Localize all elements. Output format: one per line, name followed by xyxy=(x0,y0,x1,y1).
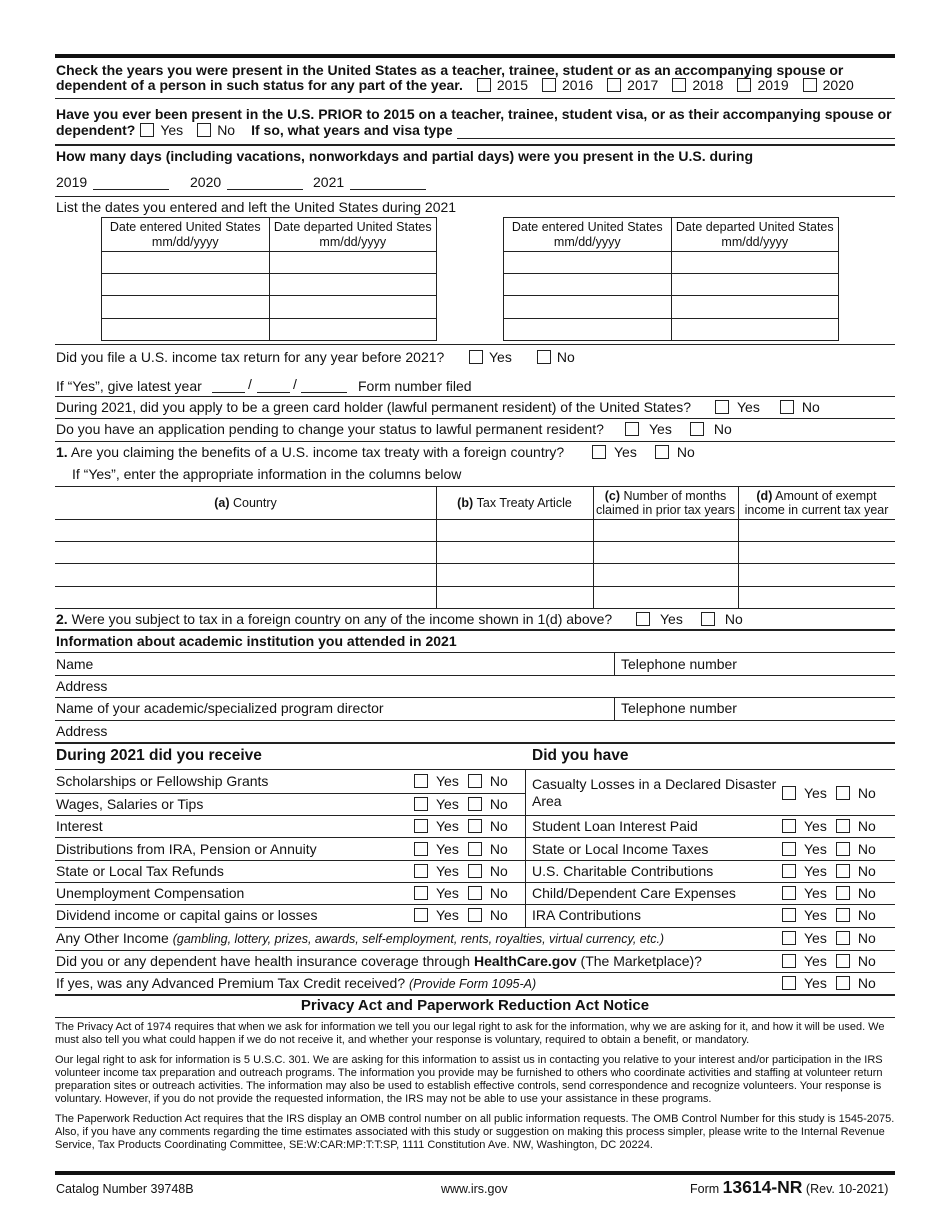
treaty-instruction: If “Yes”, enter the appropriate information in the columns below xyxy=(72,466,462,482)
divider xyxy=(55,972,895,973)
irs-website: www.irs.gov xyxy=(441,1182,508,1196)
treaty-row-line xyxy=(55,608,895,609)
date-entered-label: Date entered United States xyxy=(511,219,663,234)
aptc-label: If yes, was any Advanced Premium Tax Credit received? xyxy=(56,975,406,991)
treaty-col-line xyxy=(436,486,437,608)
health-options xyxy=(782,953,876,969)
no-label: No xyxy=(489,907,508,923)
charitable-yes-checkbox[interactable] xyxy=(782,864,796,878)
year-2019-checkbox[interactable] xyxy=(737,78,751,92)
receive-item-refunds: State or Local Tax Refunds xyxy=(56,863,224,879)
prior-no-label: No xyxy=(217,122,236,138)
filed-options xyxy=(469,349,575,365)
health-no-checkbox[interactable] xyxy=(836,954,850,968)
aptc-question xyxy=(56,975,536,993)
privacy-paragraph-2: Our legal right to ask for information is 5 U.S.C. 301. We are asking for this information to assist us in contacting you relative to your interest and/or participation in the IRS volunteer income tax preparation and outreach programs. The information you provide may be furnished to others who coordinate activities and staffing at volunteer return preparation sites or outreach activities. The information may also be used to establish effective controls, send correspondence and recognize volunteers. Your response is voluntary. However, if you do not provide the requested information, the IRS may not be able to use your assistance in these programs. xyxy=(55,1054,883,1105)
healthcare-gov-link: HealthCare.gov xyxy=(473,953,577,969)
field-separator xyxy=(614,652,615,675)
institution-telephone-label[interactable]: Telephone number xyxy=(621,656,737,672)
director-address-label[interactable]: Address xyxy=(56,723,108,739)
scholarships-yes-checkbox[interactable] xyxy=(414,774,428,788)
latest-year-month-field[interactable] xyxy=(212,392,245,393)
yes-label: Yes xyxy=(804,841,827,857)
filed-no-label: No xyxy=(556,349,575,365)
yes-label: Yes xyxy=(804,907,827,923)
treaty-yes-checkbox[interactable] xyxy=(592,445,606,459)
form-word: Form xyxy=(690,1182,720,1196)
top-rule xyxy=(55,54,895,58)
have-item-student-loan: Student Loan Interest Paid xyxy=(532,818,698,834)
days-2021-field[interactable] xyxy=(350,189,426,190)
col-c-label-2: claimed in prior tax years xyxy=(596,503,735,517)
privacy-heading: Privacy Act and Paperwork Reduction Act Notice xyxy=(300,997,650,1014)
divider xyxy=(55,629,895,631)
have-options xyxy=(782,907,876,923)
divider xyxy=(55,344,895,345)
have-options xyxy=(782,841,876,857)
health-yes-checkbox[interactable] xyxy=(782,954,796,968)
yes-label: Yes xyxy=(804,930,827,946)
days-2019-label: 2019 xyxy=(56,174,88,190)
prior-followup: If so, what years and visa type xyxy=(251,122,453,138)
other-income-row xyxy=(56,930,664,948)
divider xyxy=(55,396,895,397)
years-present-question-2: dependent of a person in such status for any part of the year. xyxy=(56,77,463,93)
no-label: No xyxy=(489,796,508,812)
income-taxes-yes-checkbox[interactable] xyxy=(782,842,796,856)
have-options xyxy=(782,863,876,879)
date-format: mm/dd/yyyy xyxy=(721,234,789,249)
no-label: No xyxy=(489,773,508,789)
divider xyxy=(55,742,895,744)
have-item-casualty: Casualty Losses in a Declared Disaster xyxy=(532,776,777,792)
yes-label: Yes xyxy=(436,773,459,789)
pending-no-label: No xyxy=(713,421,732,437)
no-label: No xyxy=(489,885,508,901)
days-2020-label: 2020 xyxy=(190,174,222,190)
date-entered-cell[interactable] xyxy=(102,252,270,274)
treaty-row-line xyxy=(55,586,895,587)
receive-options xyxy=(414,863,508,879)
date-entered-cell[interactable] xyxy=(504,274,672,296)
health-question xyxy=(56,953,702,970)
visa-type-field[interactable] xyxy=(457,138,895,139)
year-2020-label: 2020 xyxy=(822,77,854,93)
no-label: No xyxy=(489,863,508,879)
date-departed-cell[interactable] xyxy=(269,252,437,274)
unemployment-yes-checkbox[interactable] xyxy=(414,886,428,900)
year-2017-label: 2017 xyxy=(627,77,659,93)
latest-year-year-field[interactable] xyxy=(301,392,347,393)
have-item-ira: IRA Contributions xyxy=(532,907,641,923)
year-2016-label: 2016 xyxy=(562,77,594,93)
date-entered-cell[interactable] xyxy=(504,319,672,341)
receive-heading: During 2021 did you receive xyxy=(56,747,262,764)
other-income-note: (gambling, lottery, prizes, awards, self-employment, rents, royalties, virtual currency, etc.) xyxy=(172,932,665,946)
form-number: 13614-NR xyxy=(722,1177,803,1197)
filed-yes-checkbox[interactable] xyxy=(469,350,483,364)
date-departed-label: Date departed United States xyxy=(273,219,432,234)
date-format: mm/dd/yyyy xyxy=(151,234,219,249)
divider xyxy=(55,144,895,146)
year-2016-checkbox[interactable] xyxy=(542,78,556,92)
treaty-options xyxy=(592,444,695,460)
no-label: No xyxy=(857,841,876,857)
col-a-header xyxy=(55,487,436,519)
col-d-label-1: Amount of exempt xyxy=(775,489,877,503)
ira-no-checkbox[interactable] xyxy=(836,908,850,922)
col-a-label: Country xyxy=(232,496,277,510)
have-item-income-taxes: State or Local Income Taxes xyxy=(532,841,709,857)
casualty-no-checkbox[interactable] xyxy=(836,786,850,800)
yes-label: Yes xyxy=(436,818,459,834)
pending-yes-checkbox[interactable] xyxy=(625,422,639,436)
filed-no-checkbox[interactable] xyxy=(537,350,551,364)
divider xyxy=(55,697,895,698)
receive-item-interest: Interest xyxy=(56,818,103,834)
treaty-number: 1. xyxy=(56,444,68,460)
ira-yes-checkbox[interactable] xyxy=(782,908,796,922)
other-income-label: Any Other Income xyxy=(56,930,169,946)
date-separator: / xyxy=(248,376,252,392)
yes-label: Yes xyxy=(436,841,459,857)
treaty-question: Are you claiming the benefits of a U.S. income tax treaty with a foreign country? xyxy=(70,444,565,460)
divider xyxy=(55,1017,895,1018)
date-departed-cell[interactable] xyxy=(269,274,437,296)
yes-label: Yes xyxy=(436,796,459,812)
no-label: No xyxy=(857,785,876,801)
foreign-tax-yes-checkbox[interactable] xyxy=(636,612,650,626)
foreign-tax-number: 2. xyxy=(56,611,68,627)
distributions-no-checkbox[interactable] xyxy=(468,842,482,856)
green-card-no-checkbox[interactable] xyxy=(780,400,794,414)
treaty-yes-label: Yes xyxy=(614,444,637,460)
receive-options xyxy=(414,818,508,834)
treaty-row-line xyxy=(55,563,895,564)
receive-options xyxy=(414,907,508,923)
prior-question: Have you ever been present in the U.S. PRIOR to 2015 on a teacher, trainee, student visa, or as their accompanying spouse or xyxy=(56,106,892,122)
col-d-letter: (d) xyxy=(756,489,773,503)
other-income-options xyxy=(782,930,876,946)
divider xyxy=(55,994,895,996)
days-2020-field[interactable] xyxy=(227,189,303,190)
other-income-no-checkbox[interactable] xyxy=(836,931,850,945)
date-departed-cell[interactable] xyxy=(269,319,437,341)
receive-options xyxy=(414,773,508,789)
receive-options xyxy=(414,841,508,857)
col-b-header xyxy=(436,487,593,519)
prior-row xyxy=(56,122,453,138)
divider xyxy=(55,196,895,197)
col-b-letter: (b) xyxy=(457,496,474,510)
treaty-no-label: No xyxy=(676,444,695,460)
foreign-tax-yes-label: Yes xyxy=(660,611,683,627)
date-entered-header xyxy=(504,218,672,252)
catalog-number: Catalog Number 39748B xyxy=(56,1182,194,1196)
income-taxes-no-checkbox[interactable] xyxy=(836,842,850,856)
date-entered-cell[interactable] xyxy=(102,296,270,319)
institution-address-label[interactable]: Address xyxy=(56,678,108,694)
divider xyxy=(55,418,895,419)
yes-label: Yes xyxy=(436,863,459,879)
dividends-yes-checkbox[interactable] xyxy=(414,908,428,922)
have-heading: Did you have xyxy=(532,747,629,764)
yes-label: Yes xyxy=(804,885,827,901)
distributions-yes-checkbox[interactable] xyxy=(414,842,428,856)
no-label: No xyxy=(489,841,508,857)
green-card-question: During 2021, did you apply to be a green card holder (lawful permanent resident) of the United States? xyxy=(56,399,692,415)
no-label: No xyxy=(857,953,876,969)
yes-label: Yes xyxy=(436,907,459,923)
col-c-header xyxy=(593,489,738,519)
divider xyxy=(55,769,895,770)
date-entered-cell[interactable] xyxy=(102,319,270,341)
field-separator xyxy=(614,697,615,720)
date-entered-cell[interactable] xyxy=(504,296,672,319)
days-question: How many days (including vacations, nonworkdays and partial days) were you present in the U.S. during xyxy=(56,148,754,164)
divider xyxy=(55,441,895,442)
col-d-header xyxy=(738,489,895,519)
footer-rule xyxy=(55,1171,895,1175)
date-departed-cell[interactable] xyxy=(671,319,839,341)
yes-label: Yes xyxy=(804,818,827,834)
child-care-no-checkbox[interactable] xyxy=(836,886,850,900)
no-label: No xyxy=(857,818,876,834)
yes-label: Yes xyxy=(804,785,827,801)
receive-options xyxy=(414,885,508,901)
filed-yes-label: Yes xyxy=(489,349,512,365)
receive-item-scholarships: Scholarships or Fellowship Grants xyxy=(56,773,269,789)
no-label: No xyxy=(857,930,876,946)
dates-table-left xyxy=(101,217,437,341)
col-c-letter: (c) xyxy=(604,489,620,503)
divider xyxy=(55,98,895,99)
aptc-yes-checkbox[interactable] xyxy=(782,976,796,990)
date-departed-cell[interactable] xyxy=(671,296,839,319)
have-item-casualty-2: Area xyxy=(532,793,562,809)
unemployment-no-checkbox[interactable] xyxy=(468,886,482,900)
treaty-question-row xyxy=(56,444,564,461)
wages-yes-checkbox[interactable] xyxy=(414,797,428,811)
receive-options xyxy=(414,796,508,812)
no-label: No xyxy=(857,907,876,923)
foreign-tax-no-checkbox[interactable] xyxy=(701,612,715,626)
prior-no-checkbox[interactable] xyxy=(197,123,211,137)
privacy-paragraph-3: The Paperwork Reduction Act requires that the IRS display an OMB control number on all public information requests. The OMB Control Number for this study is 1545-2075. Also, if you have any comments regarding the time estimates associated with this study or suggestion on making this process simpler, please write to the Internal Revenue Service, Tax Products Coordinating Committee, SE:W:CAR:MP:T:T:SP, 1111 Constitution Ave. NW, Washington, DC 20224. xyxy=(55,1113,895,1151)
date-departed-cell[interactable] xyxy=(671,274,839,296)
col-c-label-1: Number of months xyxy=(623,489,727,503)
yes-label: Yes xyxy=(804,953,827,969)
divider xyxy=(55,652,895,653)
divider xyxy=(55,882,895,883)
aptc-no-checkbox[interactable] xyxy=(836,976,850,990)
year-2019-label: 2019 xyxy=(757,77,789,93)
aptc-options xyxy=(782,975,876,991)
have-options xyxy=(782,785,876,801)
date-departed-header xyxy=(269,218,437,252)
dates-table-right xyxy=(503,217,839,341)
divider xyxy=(55,675,895,676)
have-item-charitable: U.S. Charitable Contributions xyxy=(532,863,714,879)
health-question-post: (The Marketplace)? xyxy=(576,953,702,969)
form-id xyxy=(690,1176,888,1200)
years-present-row xyxy=(56,77,854,93)
years-present-question: Check the years you were present in the United States as a teacher, trainee, student or as an accompanying spouse or xyxy=(56,62,844,78)
divider xyxy=(55,927,895,928)
yes-label: Yes xyxy=(804,863,827,879)
date-format: mm/dd/yyyy xyxy=(553,234,621,249)
days-2019-field[interactable] xyxy=(93,189,169,190)
divider xyxy=(55,950,895,951)
student-loan-yes-checkbox[interactable] xyxy=(782,819,796,833)
health-question-pre: Did you or any dependent have health insurance coverage through xyxy=(56,953,474,969)
refunds-no-checkbox[interactable] xyxy=(468,864,482,878)
foreign-tax-no-label: No xyxy=(724,611,743,627)
foreign-tax-options xyxy=(636,611,743,627)
year-2017-checkbox[interactable] xyxy=(607,78,621,92)
date-departed-header xyxy=(671,218,839,252)
refunds-yes-checkbox[interactable] xyxy=(414,864,428,878)
pending-question: Do you have an application pending to change your status to lawful permanent resident? xyxy=(56,421,604,437)
treaty-row-line xyxy=(55,541,895,542)
divider xyxy=(55,720,895,721)
treaty-no-checkbox[interactable] xyxy=(655,445,669,459)
treaty-col-line xyxy=(593,486,594,608)
no-label: No xyxy=(489,818,508,834)
casualty-yes-checkbox[interactable] xyxy=(782,786,796,800)
prior-yes-checkbox[interactable] xyxy=(140,123,154,137)
date-entered-cell[interactable] xyxy=(504,252,672,274)
date-entered-cell[interactable] xyxy=(102,274,270,296)
no-label: No xyxy=(857,885,876,901)
date-departed-label: Date departed United States xyxy=(675,219,834,234)
receive-item-unemployment: Unemployment Compensation xyxy=(56,885,245,901)
other-income-yes-checkbox[interactable] xyxy=(782,931,796,945)
prior-yes-label: Yes xyxy=(160,122,184,138)
receive-item-wages: Wages, Salaries or Tips xyxy=(56,796,204,812)
have-options xyxy=(782,885,876,901)
date-entered-header xyxy=(102,218,270,252)
have-options xyxy=(782,818,876,834)
green-card-no-label: No xyxy=(801,399,820,415)
aptc-note: (Provide Form 1095-A) xyxy=(409,977,537,991)
have-item-child-care: Child/Dependent Care Expenses xyxy=(532,885,736,901)
latest-year-label: If “Yes”, give latest year xyxy=(56,378,202,394)
foreign-tax-question: Were you subject to tax in a foreign country on any of the income shown in 1(d) above? xyxy=(71,611,613,627)
divider xyxy=(55,837,895,838)
no-label: No xyxy=(857,975,876,991)
student-loan-no-checkbox[interactable] xyxy=(836,819,850,833)
divider xyxy=(55,815,895,816)
dividends-no-checkbox[interactable] xyxy=(468,908,482,922)
child-care-yes-checkbox[interactable] xyxy=(782,886,796,900)
director-name-label[interactable]: Name of your academic/specialized program director xyxy=(56,700,384,716)
form-number-label: Form number filed xyxy=(358,378,472,394)
latest-year-day-field[interactable] xyxy=(257,392,290,393)
dates-heading: List the dates you entered and left the United States during 2021 xyxy=(56,199,457,215)
days-2021-label: 2021 xyxy=(313,174,345,190)
pending-no-checkbox[interactable] xyxy=(690,422,704,436)
institution-name-label[interactable]: Name xyxy=(56,656,94,672)
year-2015-checkbox[interactable] xyxy=(477,78,491,92)
pending-yes-label: Yes xyxy=(649,421,672,437)
institution-heading: Information about academic institution you attended in 2021 xyxy=(56,633,457,649)
director-telephone-label[interactable]: Telephone number xyxy=(621,700,737,716)
receive-item-distributions: Distributions from IRA, Pension or Annuity xyxy=(56,841,317,857)
interest-yes-checkbox[interactable] xyxy=(414,819,428,833)
filed-question: Did you file a U.S. income tax return for any year before 2021? xyxy=(56,349,445,365)
yes-label: Yes xyxy=(804,975,827,991)
scholarships-no-checkbox[interactable] xyxy=(468,774,482,788)
year-2018-label: 2018 xyxy=(692,77,724,93)
no-label: No xyxy=(857,863,876,879)
foreign-tax-row xyxy=(56,611,612,628)
green-card-yes-label: Yes xyxy=(737,399,760,415)
charitable-no-checkbox[interactable] xyxy=(836,864,850,878)
treaty-row-line xyxy=(55,519,895,520)
prior-question-2: dependent? xyxy=(56,122,136,138)
divider xyxy=(55,793,525,794)
treaty-col-line xyxy=(738,486,739,608)
date-separator: / xyxy=(293,376,297,392)
date-departed-cell[interactable] xyxy=(269,296,437,319)
col-a-letter: (a) xyxy=(214,496,230,510)
yes-label: Yes xyxy=(436,885,459,901)
divider xyxy=(55,860,895,861)
green-card-options xyxy=(715,399,820,415)
wages-no-checkbox[interactable] xyxy=(468,797,482,811)
year-2018-checkbox[interactable] xyxy=(672,78,686,92)
privacy-paragraph-1: The Privacy Act of 1974 requires that when we ask for information we tell you our legal right to ask for the information, why we are asking for it, and how it will be used. We must also tell you what could happen if we do not receive it, and whether your response is voluntary, required to obtain a benefit, or mandatory. xyxy=(55,1021,885,1046)
year-2020-checkbox[interactable] xyxy=(803,78,817,92)
divider xyxy=(55,904,895,905)
pending-options xyxy=(625,421,732,437)
col-d-label-2: income in current tax year xyxy=(744,503,889,517)
interest-no-checkbox[interactable] xyxy=(468,819,482,833)
year-2015-label: 2015 xyxy=(496,77,529,93)
date-format: mm/dd/yyyy xyxy=(319,234,387,249)
form-revision: (Rev. 10-2021) xyxy=(805,1182,889,1196)
receive-item-dividends: Dividend income or capital gains or losses xyxy=(56,907,318,923)
col-b-label: Tax Treaty Article xyxy=(476,496,572,510)
date-entered-label: Date entered United States xyxy=(109,219,261,234)
green-card-yes-checkbox[interactable] xyxy=(715,400,729,414)
date-departed-cell[interactable] xyxy=(671,252,839,274)
